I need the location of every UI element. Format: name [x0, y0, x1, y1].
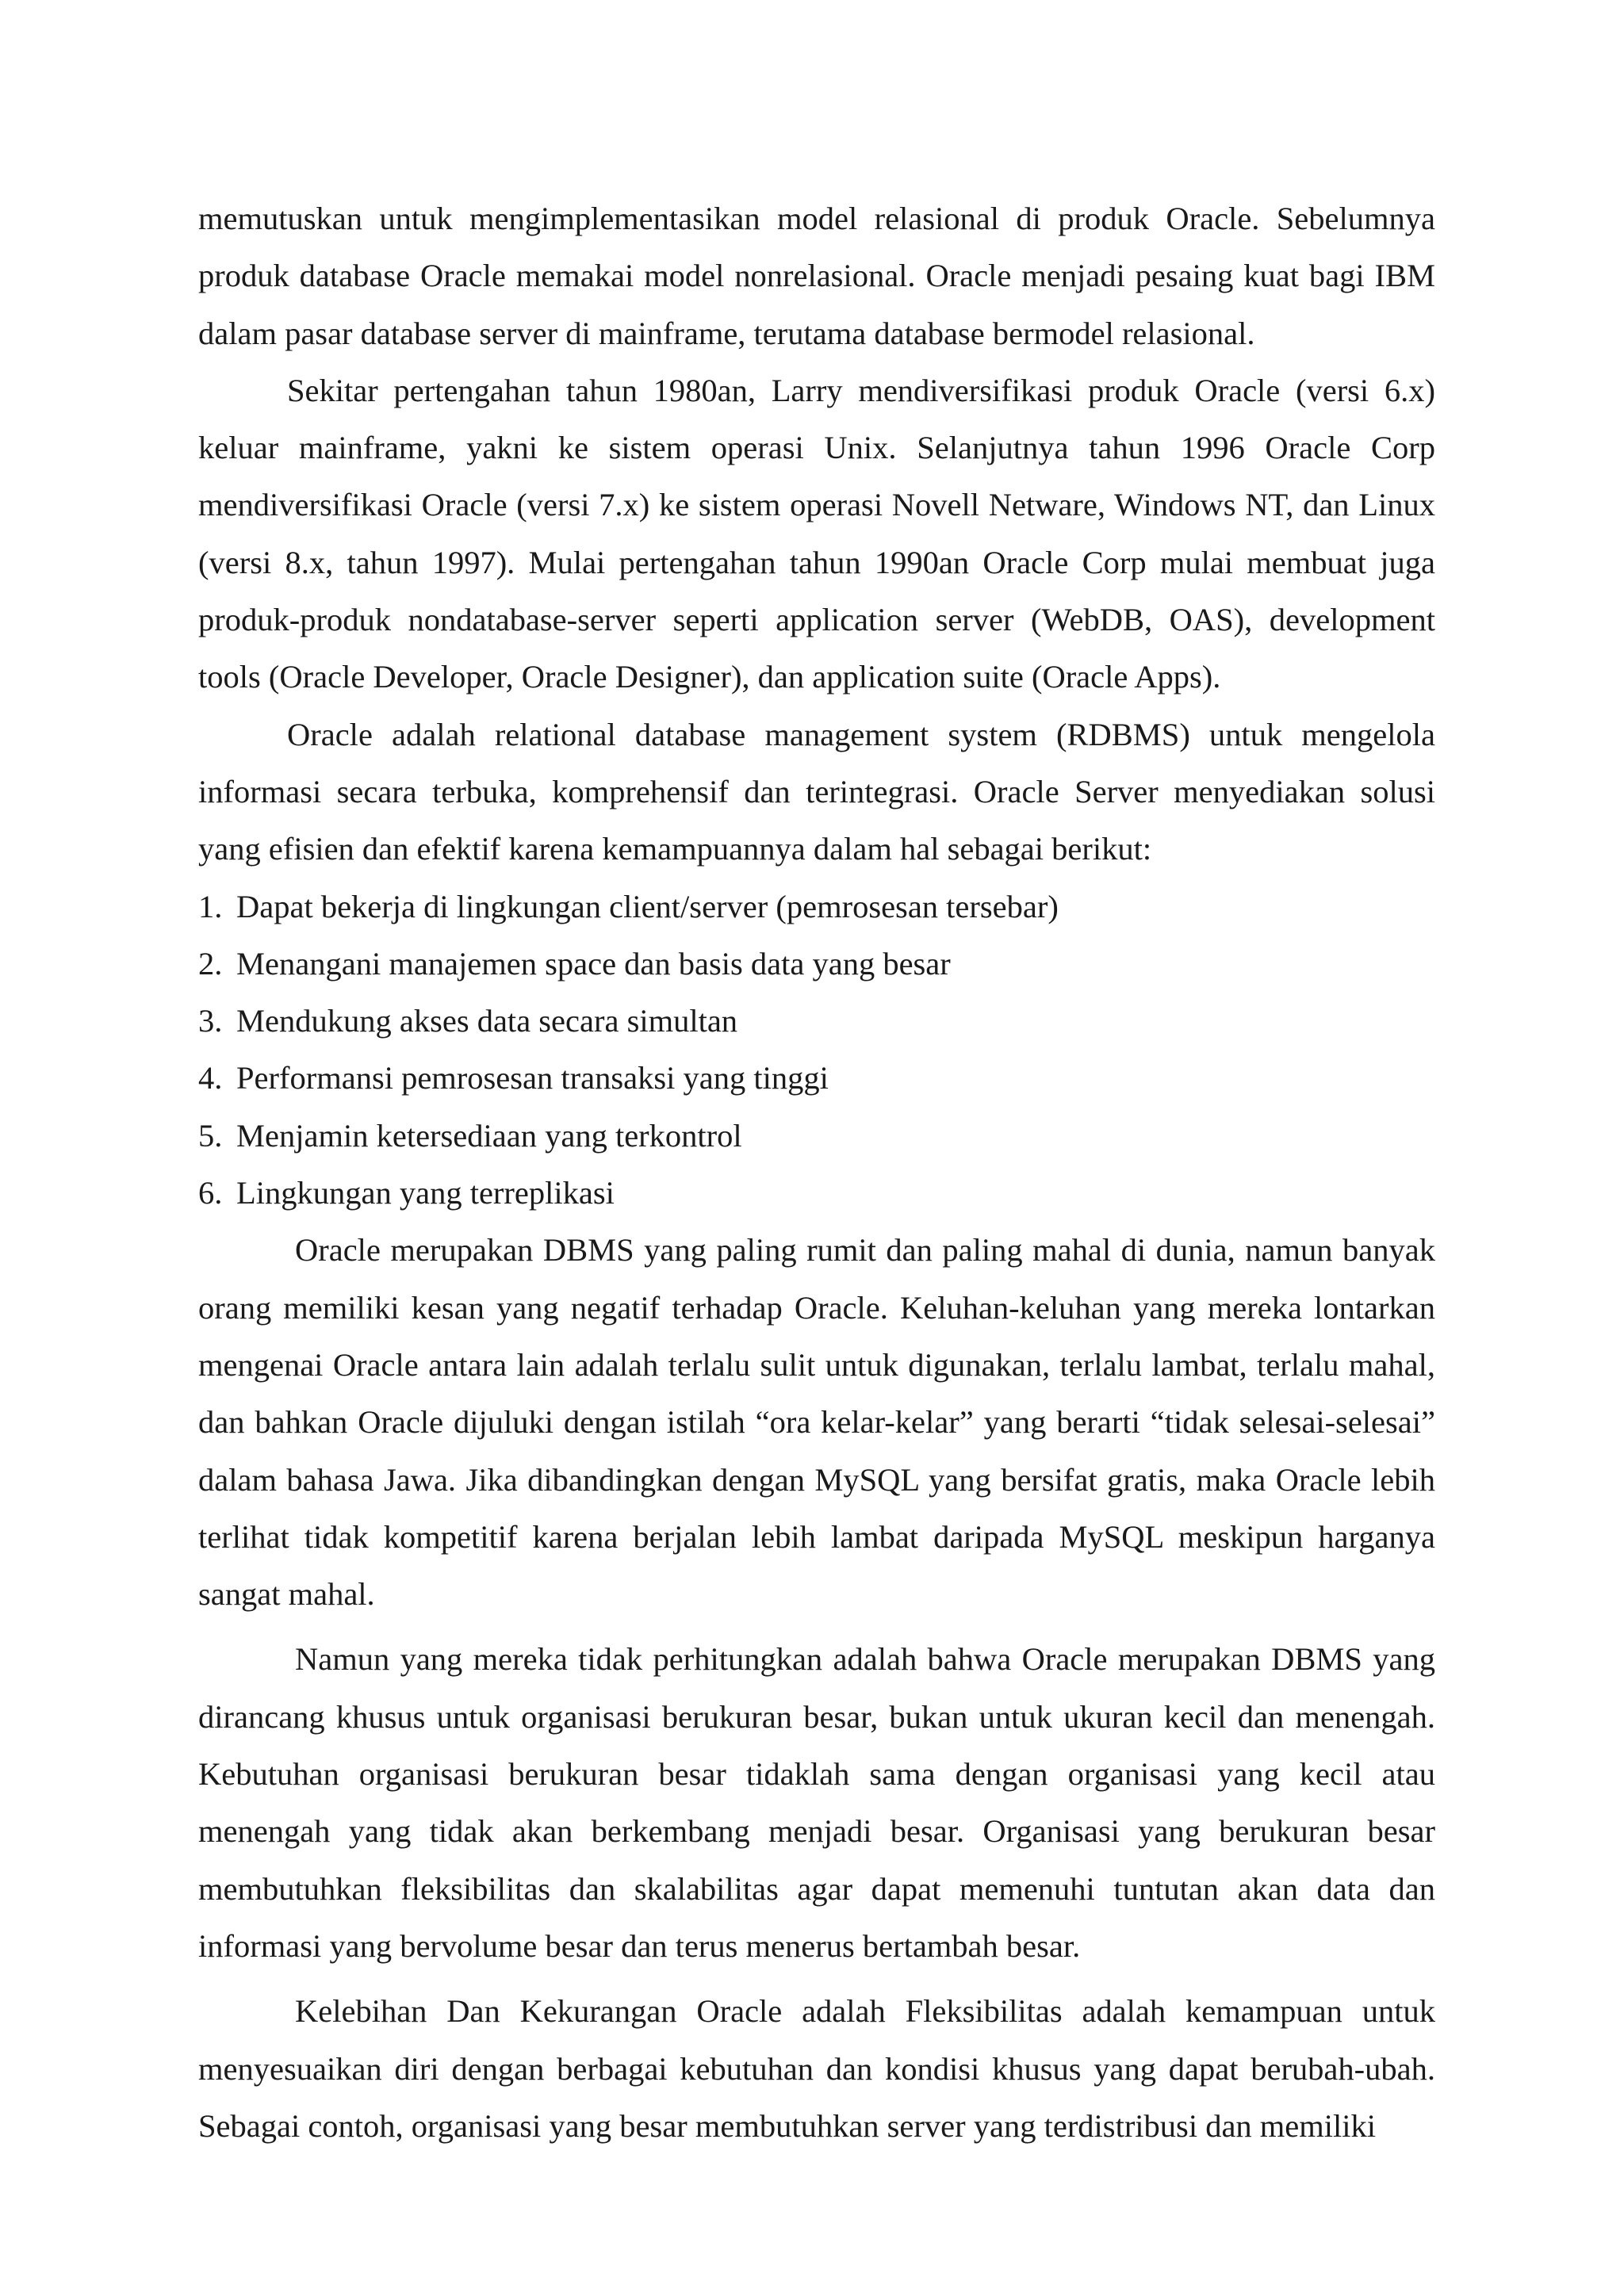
list-item-text: Performansi pemrosesan transaksi yang tinggi	[236, 1060, 829, 1096]
paragraph-oracle-diversification: Sekitar pertengahan tahun 1980an, Larry mendiversifikasi produk Oracle (versi 6.x) keluar mainframe, yakni ke sistem operasi Unix. Selanjutnya tahun 1996 Oracle Corp mendiversifikasi Oracle (versi 7.x) ke sistem operasi Novell Netware, Windows NT, dan Linux (versi 8.x, tahun 1997). Mulai pertengahan tahun 1990an Oracle Corp mulai membuat juga produk-produk nondatabase-server seperti application server (WebDB, OAS), development tools (Oracle Developer, Oracle Designer), dan application suite (Oracle Apps).	[198, 372, 1435, 695]
list-item	[198, 1165, 1435, 1222]
paragraph-oracle-relational-model: memutuskan untuk mengimplementasikan model relasional di produk Oracle. Sebelumnya produk database Oracle memakai model nonrelasional. Oracle menjadi pesaing kuat bagi IBM dalam pasar database server di mainframe, terutama database bermodel relasional.	[198, 201, 1435, 351]
paragraph-oracle-complexity: Oracle merupakan DBMS yang paling rumit dan paling mahal di dunia, namun banyak orang memiliki kesan yang negatif terhadap Oracle. Keluhan-keluhan yang mereka lontarkan mengenai Oracle antara lain adalah terlalu sulit untuk digunakan, terlalu lambat, terlalu mahal, dan bahkan Oracle dijuluki dengan istilah “ora kelar-kelar” yang berarti “tidak selesai-selesai” dalam bahasa Jawa. Jika dibandingkan dengan MySQL yang bersifat gratis, maka Oracle lebih terlihat tidak kompetitif karena berjalan lebih lambat daripada MySQL meskipun harganya sangat mahal.	[198, 1232, 1435, 1613]
list-item	[198, 878, 1435, 936]
list-item-text: Dapat bekerja di lingkungan client/server (pemrosesan tersebar)	[236, 888, 1059, 924]
list-item-number: 6.	[198, 1175, 223, 1211]
list-item	[198, 1050, 1435, 1107]
list-item-text: Mendukung akses data secara simultan	[236, 1003, 738, 1039]
paragraph-oracle-large-organizations: Namun yang mereka tidak perhitungkan adalah bahwa Oracle merupakan DBMS yang dirancang khusus untuk organisasi berukuran besar, bukan untuk ukuran kecil dan menengah. Kebutuhan organisasi berukuran besar tidaklah sama dengan organisasi yang kecil atau menengah yang tidak akan berkembang menjadi besar. Organisasi yang berukuran besar membutuhkan fleksibilitas dan skalabilitas agar dapat memenuhi tuntutan akan data dan informasi yang bervolume besar dan terus menerus bertambah besar.	[198, 1641, 1435, 1964]
list-item-text: Lingkungan yang terreplikasi	[236, 1175, 615, 1211]
list-item-number: 1.	[198, 888, 223, 924]
list-item-text: Menangani manajemen space dan basis data yang besar	[236, 945, 951, 982]
list-item-number: 3.	[198, 1003, 223, 1039]
oracle-capabilities-list	[198, 878, 1435, 1223]
list-item	[198, 993, 1435, 1050]
list-item-number: 5.	[198, 1117, 223, 1154]
list-item-number: 4.	[198, 1060, 223, 1096]
paragraph-oracle-flexibility: Kelebihan Dan Kekurangan Oracle adalah Fleksibilitas adalah kemampuan untuk menyesuaikan diri dengan berbagai kebutuhan dan kondisi khusus yang dapat berubah-ubah. Sebagai contoh, organisasi yang besar membutuhkan server yang terdistribusi dan memiliki	[198, 1993, 1435, 2144]
list-item	[198, 936, 1435, 993]
paragraph-oracle-rdbms-definition: Oracle adalah relational database management system (RDBMS) untuk mengelola informasi secara terbuka, komprehensif dan terintegrasi. Oracle Server menyediakan solusi yang efisien dan efektif karena kemampuannya dalam hal sebagai berikut:	[198, 716, 1435, 867]
list-item-number: 2.	[198, 945, 223, 982]
list-item-text: Menjamin ketersediaan yang terkontrol	[236, 1117, 742, 1154]
document-page	[198, 190, 1435, 2155]
list-item	[198, 1108, 1435, 1165]
